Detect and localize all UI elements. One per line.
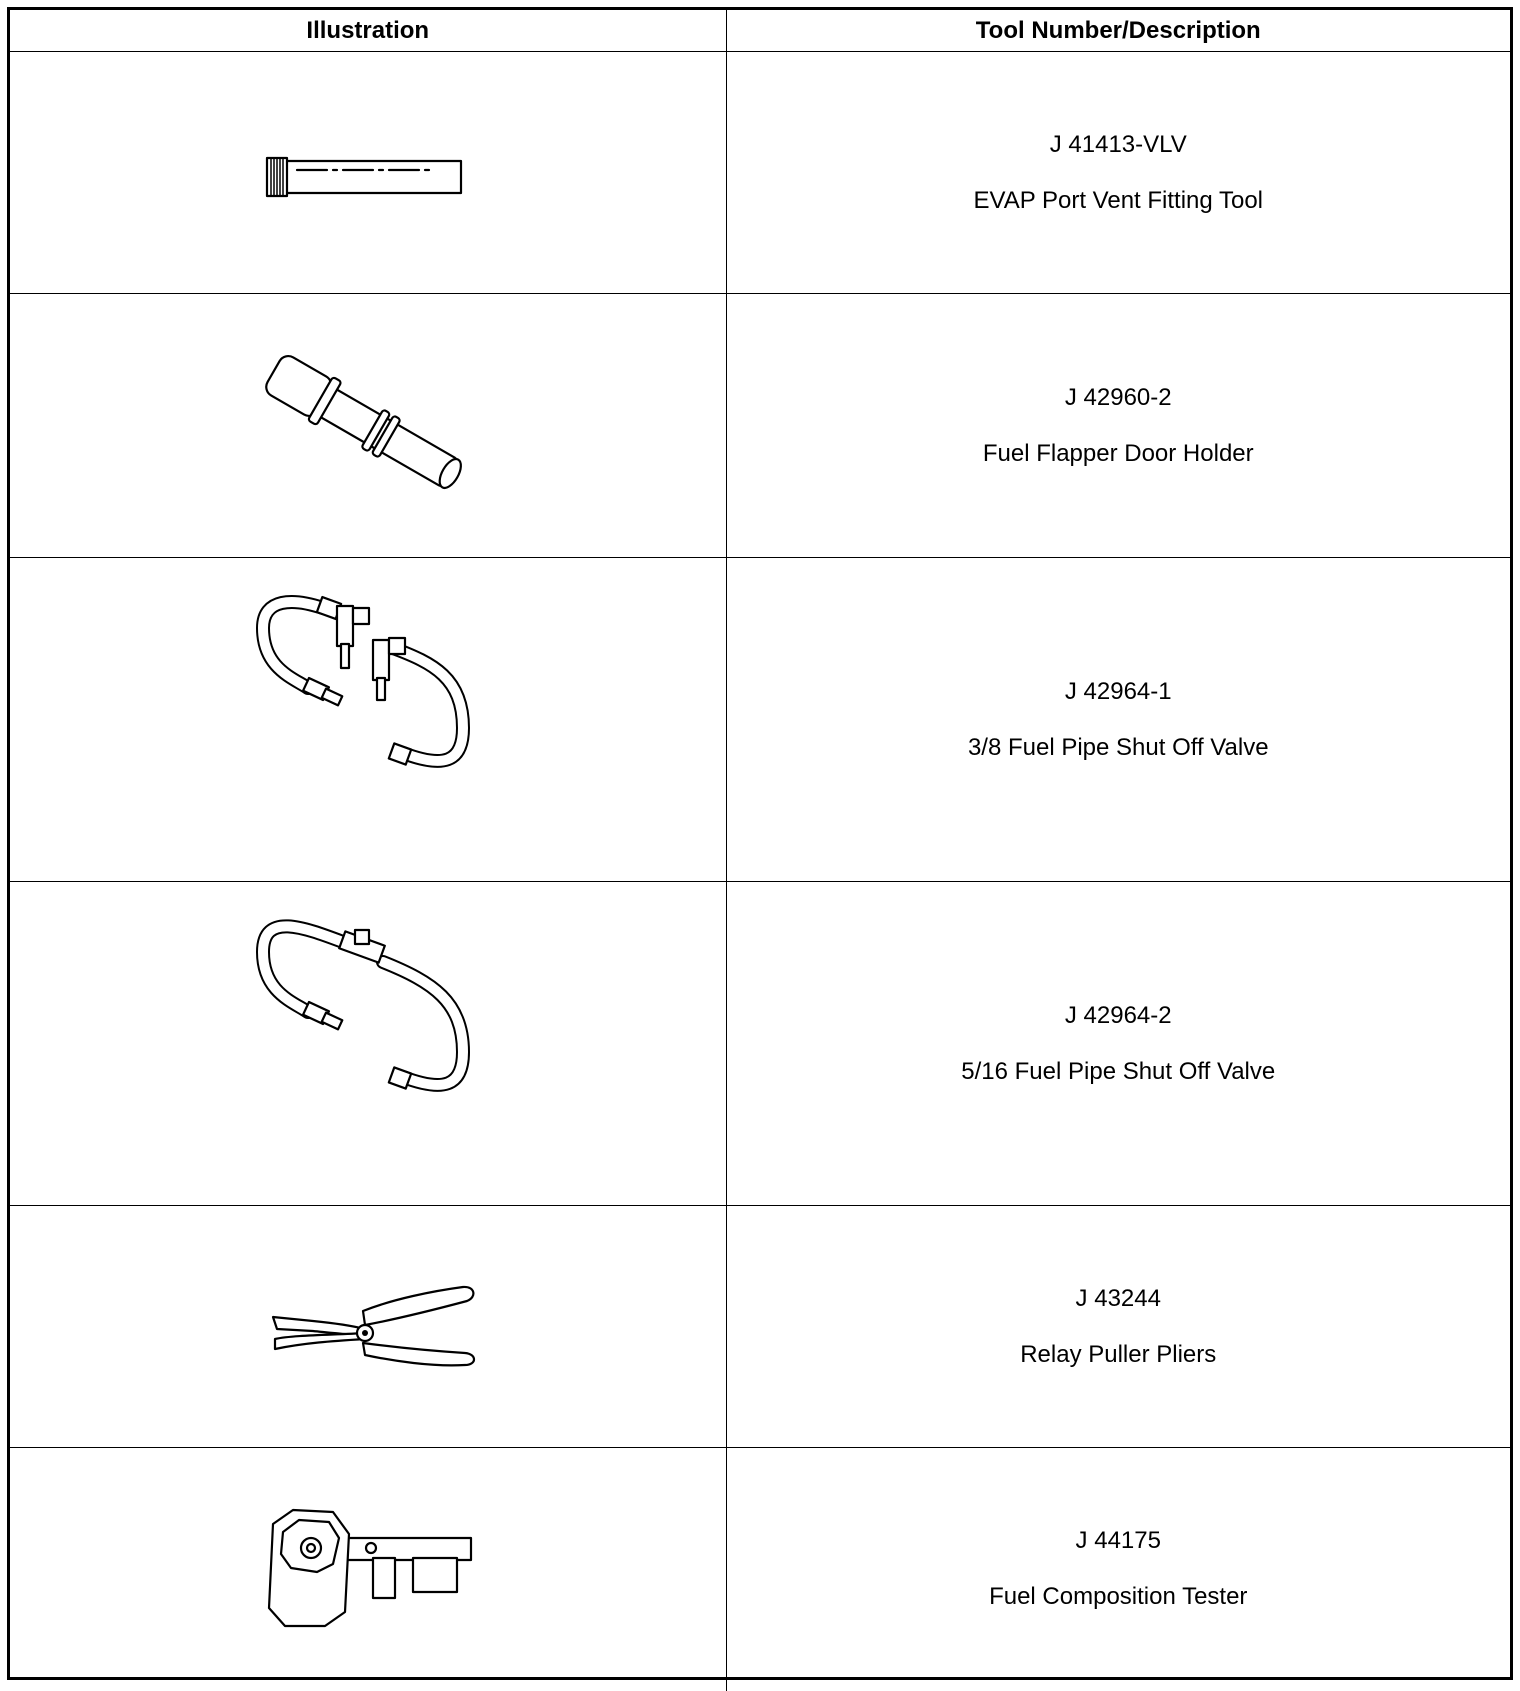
tool-description: Relay Puller Pliers [1020, 1340, 1217, 1368]
evap-port-vent-fitting-tool-icon [253, 143, 483, 203]
tool-description-cell [726, 294, 1510, 558]
tool-description-cell [726, 1206, 1510, 1448]
tool-description-cell [726, 52, 1510, 294]
illustration-cell [10, 52, 726, 294]
tool-description-cell [726, 1448, 1510, 1691]
table-row [10, 1448, 1510, 1691]
table-row [10, 52, 1510, 294]
fuel-pipe-shutoff-valve-single-icon [253, 902, 483, 1112]
illustration-cell [10, 882, 726, 1206]
illustration-cell [10, 1448, 726, 1691]
illustration-cell [10, 558, 726, 882]
illustration-cell [10, 294, 726, 558]
tool-number: J 41413-VLV [1049, 130, 1187, 158]
fuel-composition-tester-icon [253, 1504, 483, 1634]
relay-puller-pliers-icon [253, 1277, 483, 1377]
tool-description: 3/8 Fuel Pipe Shut Off Valve [967, 733, 1269, 761]
header-illustration: Illustration [10, 10, 726, 52]
tool-number: J 42960-2 [1064, 383, 1172, 411]
tool-description-cell [726, 558, 1510, 882]
tool-number: J 43244 [1075, 1284, 1161, 1312]
special-tools-table [10, 10, 1510, 1691]
tool-number: J 44175 [1075, 1527, 1161, 1555]
illustration-cell [10, 1206, 726, 1448]
table-row [10, 882, 1510, 1206]
tool-description: EVAP Port Vent Fitting Tool [973, 186, 1263, 214]
table-row [10, 1206, 1510, 1448]
tool-number: J 42964-1 [1064, 677, 1172, 705]
header-tool-number-description: Tool Number/Description [726, 10, 1510, 52]
fuel-flapper-door-holder-icon [253, 346, 483, 506]
tool-description-cell [726, 882, 1510, 1206]
table-header-row [10, 10, 1510, 52]
tool-description: 5/16 Fuel Pipe Shut Off Valve [961, 1057, 1276, 1085]
special-tools-sheet [7, 7, 1513, 1680]
tool-description: Fuel Flapper Door Holder [982, 439, 1254, 467]
table-row [10, 294, 1510, 558]
fuel-pipe-shutoff-valve-dual-icon [253, 578, 483, 788]
tool-description: Fuel Composition Tester [989, 1583, 1248, 1611]
tool-number: J 42964-2 [1064, 1001, 1172, 1029]
table-row [10, 558, 1510, 882]
